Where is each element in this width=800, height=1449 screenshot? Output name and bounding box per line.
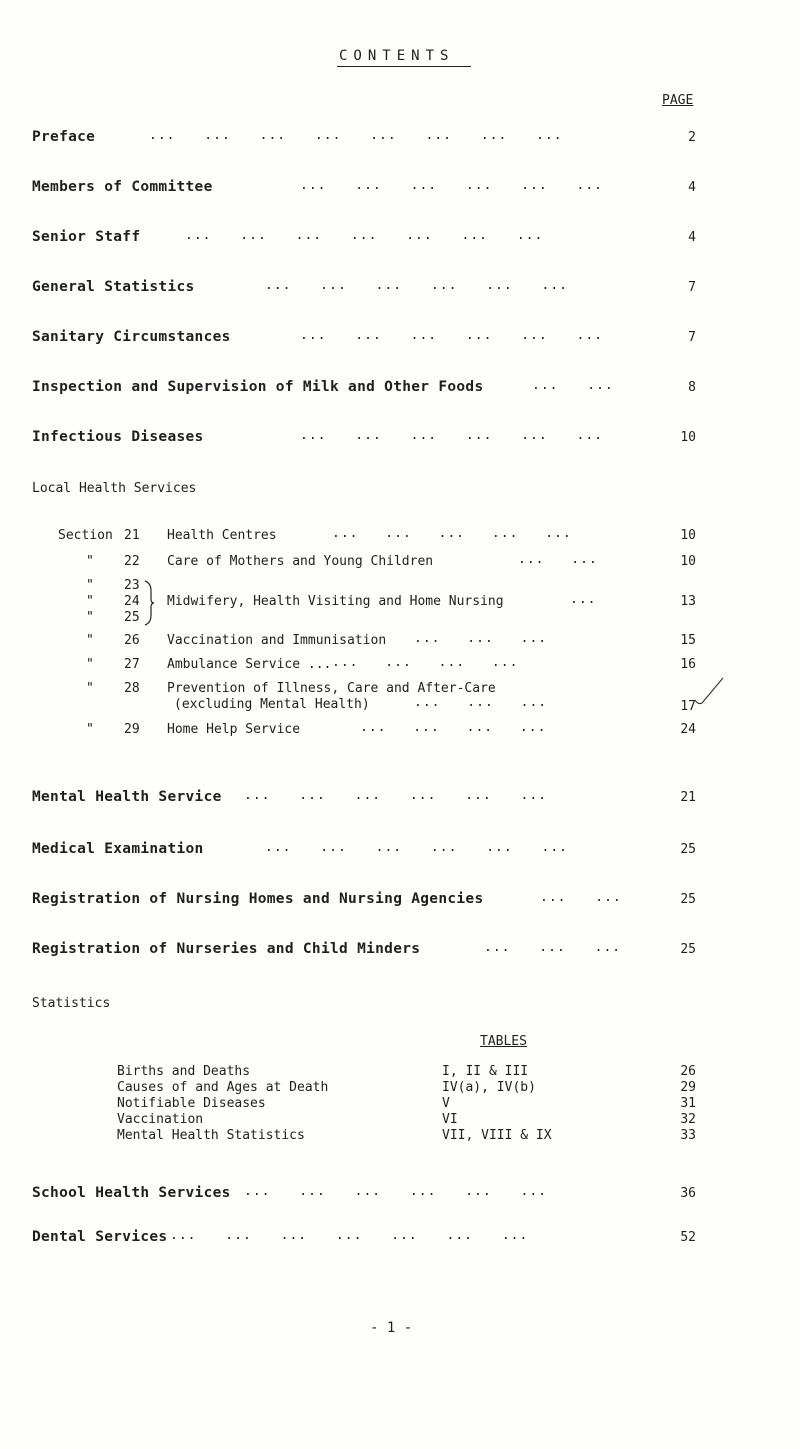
section-label: Vaccination and Immunisation xyxy=(167,633,387,648)
leader-dots: ... ... ... ... ... ... xyxy=(265,840,569,855)
entry-label: Registration of Nursing Homes and Nursing Agencies xyxy=(32,891,484,907)
leader-dots: ... ... ... ... ... ... xyxy=(265,278,569,293)
contents-title: CONTENTS xyxy=(339,48,455,64)
entry-page: 21 xyxy=(680,790,696,805)
section-number: 27 xyxy=(124,657,140,672)
section-page: 17 xyxy=(680,699,696,714)
leader-dots: ... ... ... ... xyxy=(360,720,547,735)
leader-dots: ... xyxy=(570,592,597,607)
check-mark-icon xyxy=(693,676,725,708)
section-number: 29 xyxy=(124,722,140,737)
section-heading: Local Health Services xyxy=(32,481,197,496)
entry-label: Members of Committee xyxy=(32,179,213,195)
page-number-footer: - 1 - xyxy=(370,1320,413,1336)
leader-dots: ... ... ... ... xyxy=(332,655,519,670)
section-label: Ambulance Service ... xyxy=(167,657,332,672)
leader-dots: ... ... ... xyxy=(484,940,622,955)
entry-page: 25 xyxy=(680,942,696,957)
tables-heading: TABLES xyxy=(480,1034,527,1049)
leader-dots: ... ... ... ... ... ... ... xyxy=(185,228,544,243)
leader-dots: ... ... ... ... ... ... xyxy=(300,428,604,443)
section-label-continued: (excluding Mental Health) xyxy=(174,697,370,712)
entry-label: School Health Services xyxy=(32,1185,231,1201)
stat-tables: I, II & III xyxy=(442,1064,529,1079)
stat-page: 31 xyxy=(680,1096,696,1111)
leader-dots: ... ... ... ... ... ... xyxy=(300,178,604,193)
section-number: 28 xyxy=(124,681,140,696)
ditto-mark: " xyxy=(86,610,94,625)
entry-page: 10 xyxy=(680,430,696,445)
section-number: 23 xyxy=(124,578,140,593)
section-label: Care of Mothers and Young Children xyxy=(167,554,434,569)
page-column-heading: PAGE xyxy=(662,93,694,108)
section-label: Midwifery, Health Visiting and Home Nursing xyxy=(167,594,504,609)
stat-label: Mental Health Statistics xyxy=(117,1128,305,1143)
entry-page: 7 xyxy=(688,330,696,345)
entry-page: 52 xyxy=(680,1230,696,1245)
ditto-mark: " xyxy=(86,633,94,648)
title-rule xyxy=(337,66,471,67)
ditto-mark: " xyxy=(86,657,94,672)
section-page: 13 xyxy=(680,594,696,609)
section-number: 26 xyxy=(124,633,140,648)
stat-label: Vaccination xyxy=(117,1112,204,1127)
stat-label: Notifiable Diseases xyxy=(117,1096,266,1111)
section-page: 15 xyxy=(680,633,696,648)
section-page: 10 xyxy=(680,554,696,569)
entry-page: 4 xyxy=(688,230,696,245)
entry-label: Inspection and Supervision of Milk and Other Foods xyxy=(32,379,484,395)
stat-page: 29 xyxy=(680,1080,696,1095)
leader-dots: ... ... ... xyxy=(414,631,548,646)
section-word: Section xyxy=(58,528,113,543)
leader-dots: ... ... ... ... ... ... ... ... xyxy=(149,128,563,143)
leader-dots: ... ... ... ... ... xyxy=(332,526,572,541)
section-number: 24 xyxy=(124,594,140,609)
entry-page: 4 xyxy=(688,180,696,195)
section-page: 10 xyxy=(680,528,696,543)
section-label: Home Help Service xyxy=(167,722,301,737)
leader-dots: ... ... ... ... ... ... ... xyxy=(170,1228,529,1243)
stat-tables: V xyxy=(442,1096,450,1111)
bracket-icon xyxy=(143,580,155,626)
entry-label: Medical Examination xyxy=(32,841,204,857)
entry-page: 25 xyxy=(680,892,696,907)
entry-label: Sanitary Circumstances xyxy=(32,329,231,345)
entry-page: 25 xyxy=(680,842,696,857)
entry-label: General Statistics xyxy=(32,279,195,295)
entry-page: 2 xyxy=(688,130,696,145)
entry-label: Mental Health Service xyxy=(32,789,222,805)
entry-label: Preface xyxy=(32,129,96,145)
section-heading: Statistics xyxy=(32,996,111,1011)
section-number: 25 xyxy=(124,610,140,625)
stat-page: 33 xyxy=(680,1128,696,1143)
leader-dots: ... ... xyxy=(518,552,598,567)
section-number: 21 xyxy=(124,528,140,543)
stat-tables: VI xyxy=(442,1112,458,1127)
ditto-mark: " xyxy=(86,554,94,569)
stat-page: 32 xyxy=(680,1112,696,1127)
entry-label: Dental Services xyxy=(32,1229,168,1245)
section-number: 22 xyxy=(124,554,140,569)
entry-label: Infectious Diseases xyxy=(32,429,204,445)
leader-dots: ... ... xyxy=(540,890,622,905)
stat-tables: IV(a), IV(b) xyxy=(442,1080,536,1095)
leader-dots: ... ... ... ... ... ... xyxy=(244,788,548,803)
leader-dots: ... ... ... ... ... ... xyxy=(244,1184,548,1199)
leader-dots: ... ... ... xyxy=(414,695,548,710)
section-label: Prevention of Illness, Care and After-Care xyxy=(167,681,496,696)
stat-page: 26 xyxy=(680,1064,696,1079)
entry-page: 36 xyxy=(680,1186,696,1201)
entry-page: 7 xyxy=(688,280,696,295)
ditto-mark: " xyxy=(86,594,94,609)
stat-label: Births and Deaths xyxy=(117,1064,251,1079)
entry-label: Registration of Nurseries and Child Minders xyxy=(32,941,421,957)
ditto-mark: " xyxy=(86,578,94,593)
leader-dots: ... ... ... ... ... ... xyxy=(300,328,604,343)
ditto-mark: " xyxy=(86,722,94,737)
entry-page: 8 xyxy=(688,380,696,395)
entry-label: Senior Staff xyxy=(32,229,141,245)
section-page: 16 xyxy=(680,657,696,672)
section-label: Health Centres xyxy=(167,528,277,543)
stat-tables: VII, VIII & IX xyxy=(442,1128,552,1143)
leader-dots: ... ... xyxy=(532,378,614,393)
stat-label: Causes of and Ages at Death xyxy=(117,1080,329,1095)
ditto-mark: " xyxy=(86,681,94,696)
section-page: 24 xyxy=(680,722,696,737)
